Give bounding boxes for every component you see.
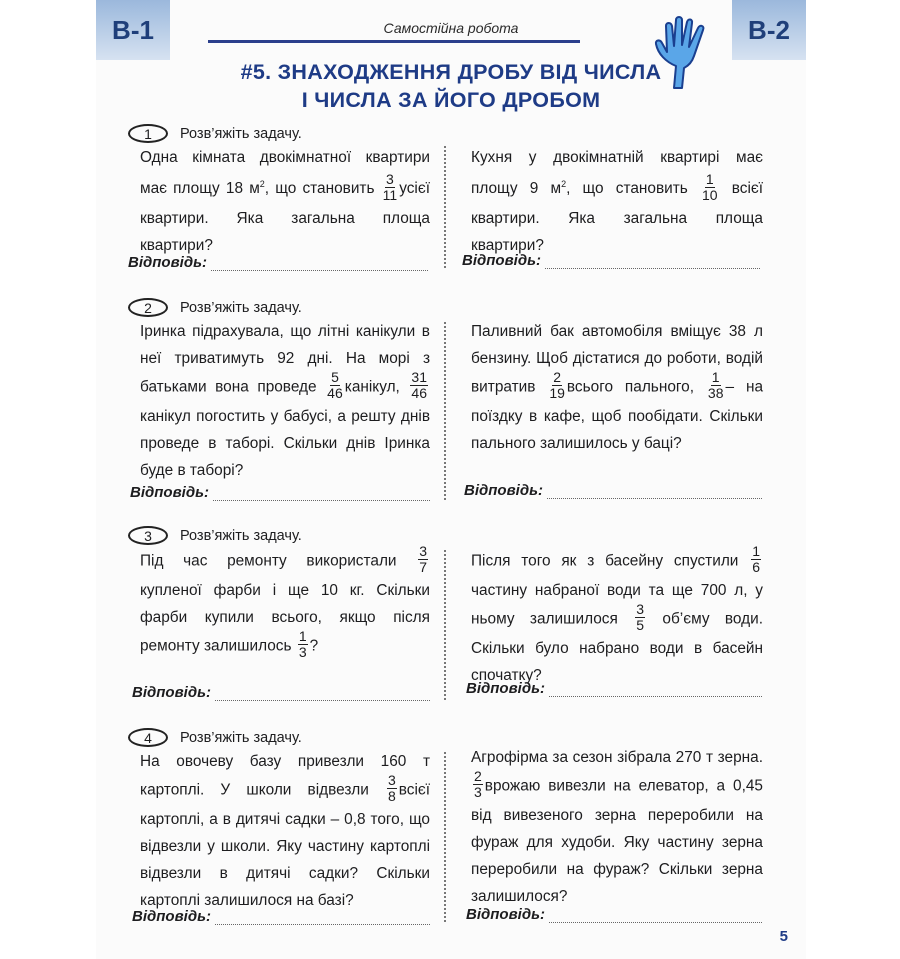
problem-text: канікул погостить у бабусі, а решту днів проведе в таборі. Скільки днів Іринка буде в таборі? [140, 408, 430, 479]
answer-label: Відповідь: [466, 680, 545, 697]
answer-label: Відповідь: [132, 684, 211, 701]
numerator: 2 [474, 768, 482, 784]
column-divider [444, 752, 446, 922]
superscript: 2 [561, 179, 567, 189]
answer-label: Відповідь: [464, 482, 543, 499]
answer-line-4-v2[interactable] [466, 906, 762, 923]
fraction [387, 773, 397, 804]
problem-text: ? [309, 637, 319, 655]
problem-text: Під час ремонту використали [140, 552, 397, 570]
denominator: 3 [474, 784, 482, 800]
problem-text: Після того як з басейну спустили [471, 552, 739, 570]
fraction [635, 602, 645, 633]
exercise-number: 3 [128, 526, 168, 545]
numerator: 2 [553, 369, 562, 385]
page-number: 5 [779, 928, 788, 945]
exercise-2-variant-1 [140, 318, 430, 484]
exercise-instruction: Розв’яжіть задачу. [180, 729, 302, 746]
fraction [702, 172, 718, 203]
exercise-3-variant-2 [471, 543, 763, 689]
exercise-3-header [128, 526, 302, 545]
problem-text: , що становить [566, 180, 688, 198]
fraction [473, 769, 483, 800]
column-divider [444, 550, 446, 700]
denominator: 46 [411, 385, 427, 401]
answer-line-1-v2[interactable] [462, 252, 760, 269]
numerator: 3 [387, 772, 396, 788]
problem-text: купленої фарби і ще 10 кг. Скільки фарби купили всього, якщо після ремонту залишилось [140, 582, 430, 655]
fraction [418, 544, 428, 575]
denominator: 10 [702, 186, 718, 203]
denominator: 7 [419, 559, 427, 575]
numerator: 1 [752, 543, 760, 559]
numerator: 5 [331, 369, 339, 385]
denominator: 11 [382, 186, 398, 203]
denominator: 3 [298, 644, 307, 660]
answer-line-3-v2[interactable] [466, 680, 762, 697]
denominator: 8 [387, 788, 396, 804]
fraction [298, 629, 308, 660]
problem-text: Одна кімната двокімнатної квартири має площу 18 м [140, 149, 430, 198]
fraction [549, 370, 565, 401]
exercise-4-variant-1 [140, 748, 430, 914]
exercise-4-header [128, 728, 302, 747]
exercise-number: 1 [128, 124, 168, 143]
fraction [751, 544, 761, 575]
fraction [327, 370, 343, 401]
title-line-1: #5. ЗНАХОДЖЕННЯ ДРОБУ ВІД ЧИСЛА [240, 60, 662, 84]
problem-text: об’єму води. Скільки було набрано води в басейн спочатку? [471, 610, 763, 684]
superscript: 2 [259, 179, 265, 189]
answer-line-1-v1[interactable] [128, 254, 428, 271]
fraction [410, 370, 428, 401]
problem-text: На овочеву базу привезли 160 т картоплі. У школи відвезли [140, 753, 430, 799]
column-divider [444, 146, 446, 268]
problem-text: усієї квартири. Яка загальна площа квартири? [140, 180, 430, 254]
title-line-2: І ЧИСЛА ЗА ЙОГО ДРОБОМ [301, 88, 601, 112]
problem-text: Паливний бак автомобіля вміщує 38 л бензину. Щоб дістатися до роботи, водій витратив [471, 323, 763, 396]
variant-1-tab: В-1 [96, 0, 170, 60]
answer-label: Відповідь: [462, 252, 541, 269]
answer-label: Відповідь: [132, 908, 211, 925]
exercise-1-variant-2 [471, 144, 763, 259]
answer-label: Відповідь: [466, 906, 545, 923]
exercise-2-header [128, 298, 302, 317]
denominator: 46 [327, 385, 343, 401]
problem-text: всього пального, [566, 378, 694, 396]
numerator: 1 [298, 628, 307, 644]
problem-text: , що становить [264, 180, 375, 198]
problem-text: частину набраної води та ще 700 л, у ньому залишилося [471, 582, 763, 628]
exercise-1-header [128, 124, 302, 143]
denominator: 5 [636, 617, 645, 633]
numerator: 3 [386, 170, 394, 187]
exercise-3-variant-1 [140, 543, 430, 662]
problem-text: Агрофірма за сезон зібрала 270 т зерна. [471, 749, 763, 766]
fraction [708, 370, 724, 401]
problem-text: – на поїздку в кафе, щоб пообідати. Скільки пального залишилось у баці? [471, 378, 763, 452]
exercise-instruction: Розв’яжіть задачу. [180, 299, 302, 316]
answer-line-2-v2[interactable] [464, 482, 762, 499]
page-title [96, 58, 806, 114]
header-underline [208, 40, 580, 43]
fraction [383, 172, 398, 203]
problem-text: Кухня у двокімнатній квартирі має площу 9 м [471, 149, 763, 198]
problem-text: всієї квартири. Яка загальна площа квартири? [471, 180, 764, 254]
problem-text: всієї картоплі, а в дитячі садки – 0,8 того, що відвезли у школи. Яку частину картоплі відвезли в дитячі садки? Скільки картоплі залишилося на базі? [140, 781, 430, 909]
numerator: 1 [705, 170, 714, 187]
exercise-1-variant-1 [140, 144, 430, 259]
problem-text: канікул, [344, 378, 400, 396]
variant-2-tab: В-2 [732, 0, 806, 60]
denominator: 19 [549, 385, 565, 401]
denominator: 6 [752, 559, 760, 575]
exercise-2-variant-2 [471, 318, 763, 457]
denominator: 38 [707, 385, 724, 401]
exercise-number: 4 [128, 728, 168, 747]
numerator: 3 [636, 601, 645, 617]
numerator: 1 [711, 369, 720, 385]
section-label: Самостійна робота [383, 20, 519, 36]
answer-line-2-v1[interactable] [130, 484, 430, 501]
answer-label: Відповідь: [128, 254, 207, 271]
answer-line-3-v1[interactable] [132, 684, 430, 701]
exercise-4-variant-2 [471, 744, 763, 910]
exercise-instruction: Розв’яжіть задачу. [180, 125, 302, 142]
workbook-page [96, 0, 806, 959]
problem-text: Іринка підрахувала, що літні канікули в неї триватимуть 92 дні. На морі з батьками вона проведе [140, 323, 430, 396]
column-divider [444, 322, 446, 500]
exercise-instruction: Розв’яжіть задачу. [180, 527, 302, 544]
answer-line-4-v1[interactable] [132, 908, 430, 925]
exercise-number: 2 [128, 298, 168, 317]
numerator: 3 [419, 543, 427, 559]
problem-text: врожаю вивезли на елеватор, а 0,45 від вивезеного зерна переробили на фураж для худоби. Яку частину зерна переробили на фураж? Скільки зерна залишилося? [471, 777, 763, 905]
answer-label: Відповідь: [130, 484, 209, 501]
numerator: 31 [411, 369, 427, 385]
